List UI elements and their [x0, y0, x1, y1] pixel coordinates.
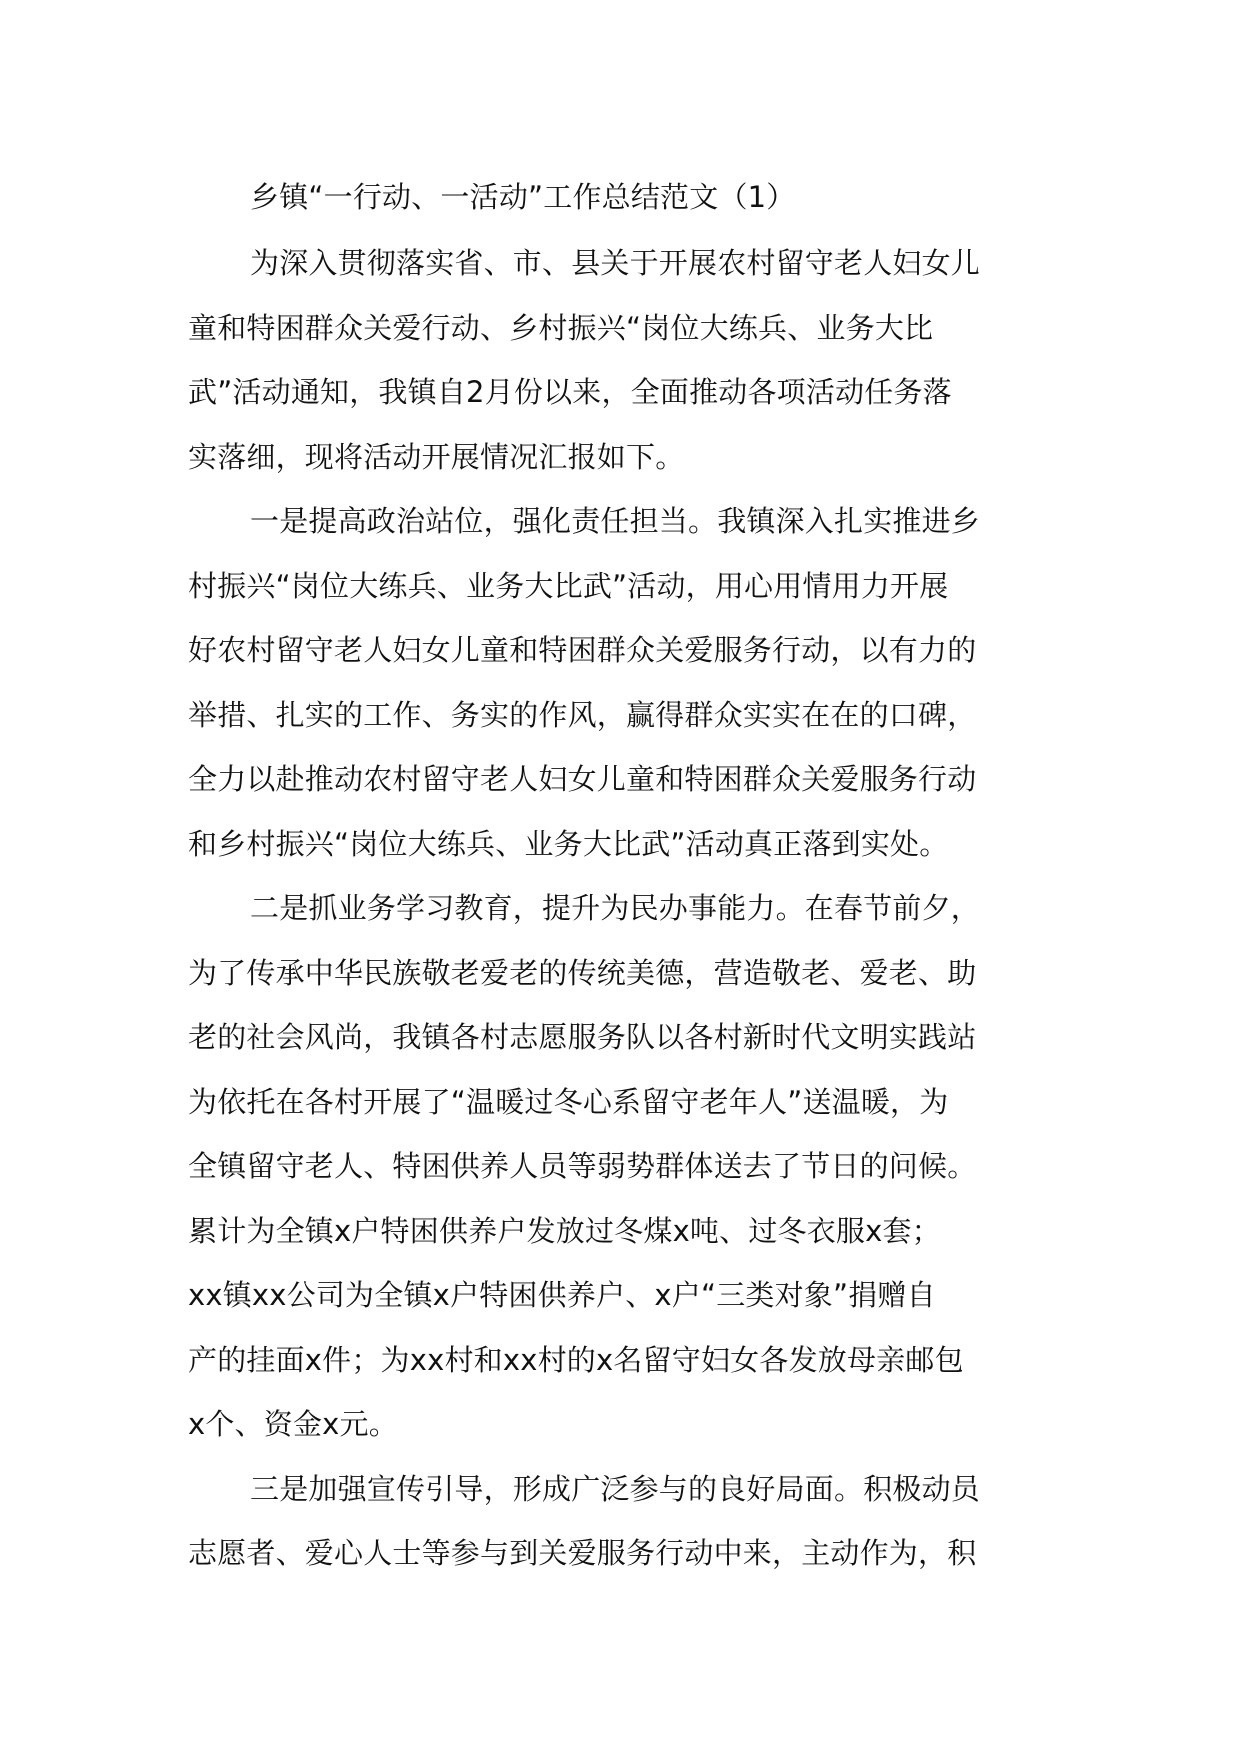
text-line: 产的挂面x件；为xx村和xx村的x名留守妇女各发放母亲邮包 [188, 1342, 964, 1377]
text-line: 累计为全镇x户特困供养户发放过冬煤x吨、过冬衣服x套； [188, 1213, 941, 1248]
text-line: 志愿者、爱心人士等参与到关爱服务行动中来，主动作为，积 [188, 1536, 977, 1570]
text-line: 为深入贯彻落实省、市、县关于开展农村留守老人妇女儿 [250, 246, 981, 280]
text-line: 好农村留守老人妇女儿童和特困群众关爱服务行动，以有力的 [188, 633, 977, 667]
text-line: x个、资金x元。 [188, 1407, 398, 1441]
text-line: 三是加强宣传引导，形成广泛参与的良好局面。积极动员 [250, 1471, 981, 1506]
text-line: 全镇留守老人、特困供养人员等弱势群体送去了节日的问候。 [188, 1149, 977, 1183]
text-line: xx镇xx公司为全镇x户特困供养户、x户“三类对象”捐赠自 [188, 1278, 936, 1312]
text-line: 和乡村振兴“岗位大练兵、业务大比武”活动真正落到实处。 [188, 826, 949, 861]
text-line: 童和特困群众关爱行动、乡村振兴“岗位大练兵、业务大比 [188, 310, 934, 345]
text-line: 为依托在各村开展了“温暖过冬心系留守老年人”送温暖，为 [188, 1084, 949, 1119]
text-line: 二是抓业务学习教育，提升为民办事能力。在春节前夕， [250, 891, 981, 925]
text-line: 全力以赴推动农村留守老人妇女儿童和特困群众关爱服务行动 [188, 762, 977, 796]
document-title: 乡镇“一行动、一活动”工作总结范文（1） [250, 180, 796, 214]
text-line: 实落细，现将活动开展情况汇报如下。 [188, 439, 685, 474]
text-line: 举措、扎实的工作、务实的作风，赢得群众实实在在的口碑， [188, 697, 977, 732]
text-line: 老的社会风尚，我镇各村志愿服务队以各村新时代文明实践站 [188, 1020, 977, 1054]
paragraph-lines [188, 231, 1058, 1586]
document-body [188, 165, 1058, 1586]
text-line: 为了传承中华民族敬老爱老的传统美德，营造敬老、爱老、助 [188, 955, 977, 990]
text-line: 武”活动通知，我镇自2月份以来，全面推动各项活动任务落 [188, 375, 952, 409]
text-line: 村振兴“岗位大练兵、业务大比武”活动，用心用情用力开展 [188, 568, 949, 603]
text-line: 一是提高政治站位，强化责任担当。我镇深入扎实推进乡 [250, 504, 981, 538]
